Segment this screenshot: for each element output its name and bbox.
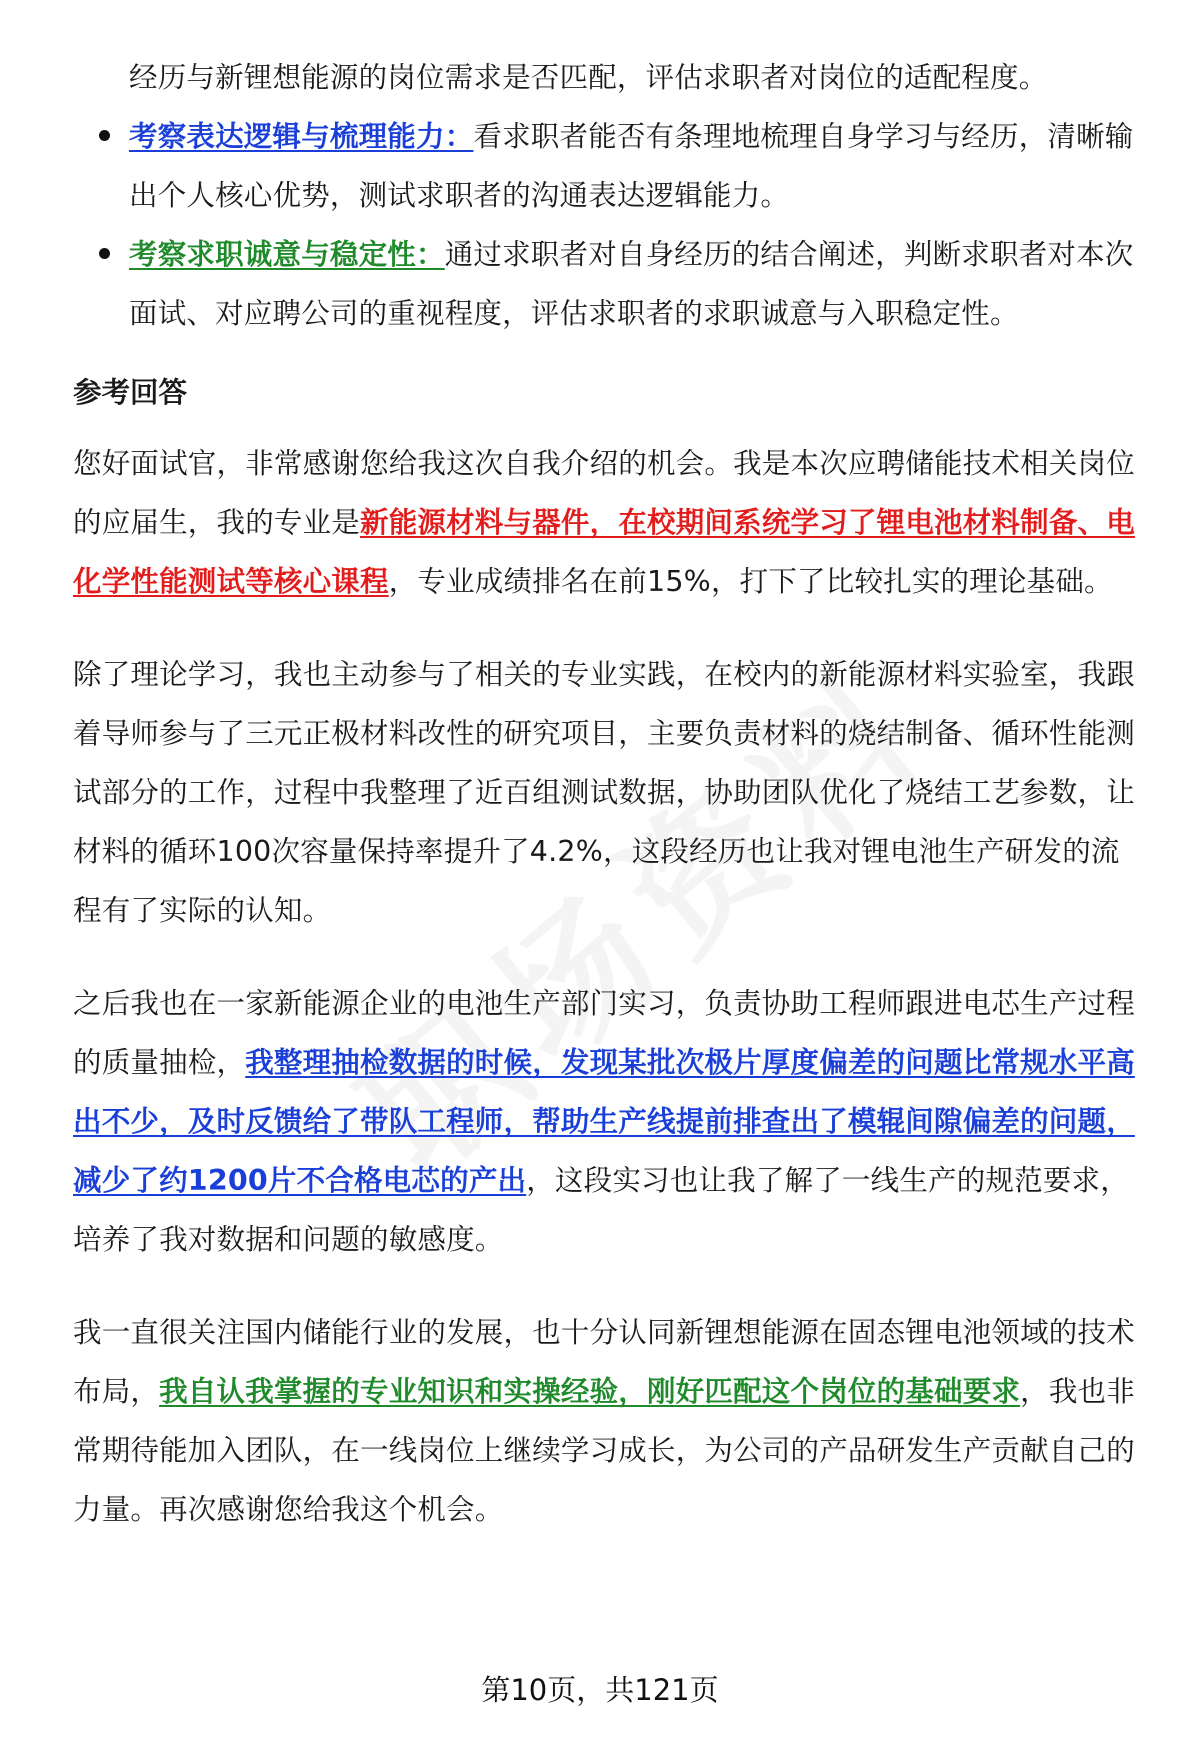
highlight-text: 我整理抽检数据的时候，发现某批次极片厚度偏差的问题比常规水平高出不少，及时反馈给了带队工程师，帮助生产线提前排查出了模辊间隙偏差的问题，减少了约1200片不合格电芯的产出 bbox=[73, 1046, 1135, 1197]
paragraph-text: ，这段实习也让我了解了一线生产的规范要求，培养了我对数据和问题的敏感度。 bbox=[73, 1164, 1129, 1256]
bullet-dot-icon bbox=[99, 130, 110, 141]
paragraph-text: 您好面试官，非常感谢您给我这次自我介绍的机会。我是本次应聘储能技术相关岗位的应届生，我的专业是 bbox=[73, 447, 1135, 539]
bullet-paragraph bbox=[129, 107, 1148, 225]
bullet-body: 看求职者能否有条理地梳理自身学习与经历，清晰输出个人核心优势，测试求职者的沟通表达逻辑能力。 bbox=[129, 120, 1134, 212]
bullet-paragraph bbox=[129, 225, 1148, 343]
paragraph-text: 之后我也在一家新能源企业的电池生产部门实习，负责协助工程师跟进电芯生产过程的质量抽检， bbox=[73, 987, 1135, 1079]
bullet-keyword: 考察求职诚意与稳定性： bbox=[129, 238, 445, 271]
bullet-keyword: 考察表达逻辑与梳理能力： bbox=[129, 120, 474, 153]
paragraph-text: ，我也非常期待能加入团队，在一线岗位上继续学习成长，为公司的产品研发生产贡献自己的力量。再次感谢您给我这个机会。 bbox=[73, 1375, 1135, 1526]
bullet-item-logic bbox=[73, 107, 1148, 225]
highlight-text: 我自认我掌握的专业知识和实操经验，刚好匹配这个岗位的基础要求 bbox=[159, 1375, 1021, 1408]
bullet-body: 通过求职者对自身经历的结合阐述，判断求职者对本次面试、对应聘公司的重视程度，评估求职者的求职诚意与入职稳定性。 bbox=[129, 238, 1134, 330]
paragraph-text: ，专业成绩排名在前15%，打下了比较扎实的理论基础。 bbox=[388, 565, 1113, 598]
page-number: 第10页，共121页 bbox=[481, 1673, 719, 1707]
bullet-dot-icon bbox=[99, 248, 110, 259]
highlight-text: 新能源材料与器件，在校期间系统学习了锂电池材料制备、电化学性能测试等核心课程 bbox=[73, 506, 1135, 598]
page-content bbox=[73, 48, 1148, 1539]
section-title: 参考回答 bbox=[73, 376, 188, 409]
intro-tail-text: 经历与新锂想能源的岗位需求是否匹配，评估求职者对岗位的适配程度。 bbox=[129, 61, 1048, 94]
answer-paragraph-2: 除了理论学习，我也主动参与了相关的专业实践，在校内的新能源材料实验室，我跟着导师参与了三元正极材料改性的研究项目，主要负责材料的烧结制备、循环性能测试部分的工作，过程中我整理了近百组测试数据，协助团队优化了烧结工艺参数，让材料的循环100次容量保持率提升了4.2%，这段经历也让我对锂电池生产研发的流程有了实际的认知。 bbox=[73, 658, 1135, 927]
answer-paragraph-1 bbox=[73, 434, 1148, 611]
answer-paragraph-4 bbox=[73, 1303, 1148, 1539]
answer-paragraph-3 bbox=[73, 974, 1148, 1269]
paragraph-text: 我一直很关注国内储能行业的发展，也十分认同新锂想能源在固态锂电池领域的技术布局， bbox=[73, 1316, 1135, 1408]
bullet-item-sincerity bbox=[73, 225, 1148, 343]
